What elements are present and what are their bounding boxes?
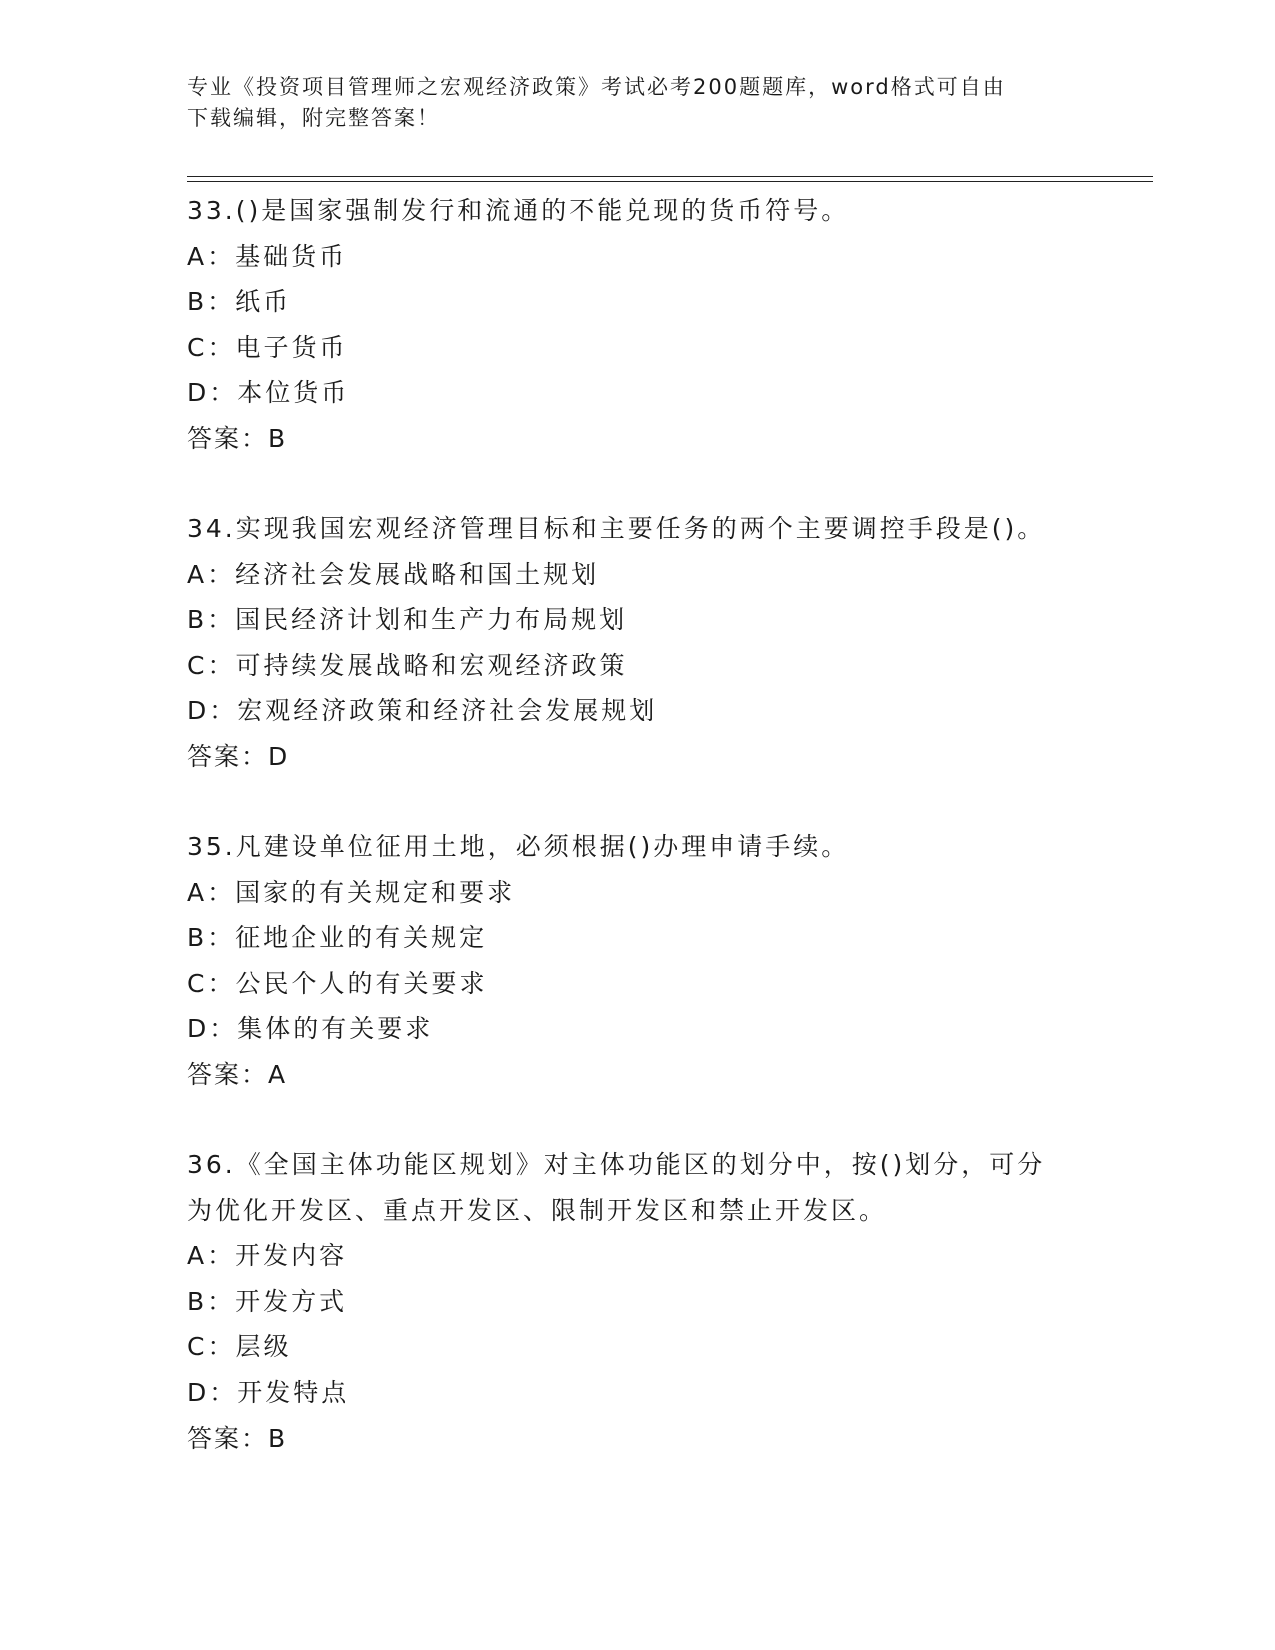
option-c: C：电子货币 (187, 332, 348, 362)
option-d: D：宏观经济政策和经济社会发展规划 (187, 696, 658, 726)
option-b: B：国民经济计划和生产力布局规划 (187, 605, 628, 635)
option-c: C：公民个人的有关要求 (187, 968, 488, 998)
option-b: B：开发方式 (187, 1286, 348, 1316)
header-divider-bottom (187, 181, 1153, 182)
document-header (187, 72, 1087, 134)
option-a: A：国家的有关规定和要求 (187, 877, 516, 907)
question-stem: 36.《全国主体功能区规划》对主体功能区的划分中，按()划分，可分为优化开发区、重点开发区、限制开发区和禁止开发区。 (187, 1150, 1046, 1225)
question-35 (187, 824, 1087, 1098)
answer: 答案：A (187, 1059, 288, 1089)
answer: 答案：B (187, 1423, 288, 1453)
question-36 (187, 1142, 1087, 1461)
option-c: C：可持续发展战略和宏观经济政策 (187, 650, 628, 680)
answer: 答案：D (187, 741, 290, 771)
option-d: D：开发特点 (187, 1377, 350, 1407)
question-stem: 35.凡建设单位征用土地，必须根据()办理申请手续。 (187, 832, 850, 861)
question-34 (187, 506, 1087, 780)
option-b: B：纸币 (187, 287, 292, 317)
header-line-2: 下载编辑，附完整答案！ (187, 106, 440, 130)
option-b: B：征地企业的有关规定 (187, 923, 488, 953)
header-line-1: 专业《投资项目管理师之宏观经济政策》考试必考200题题库，word格式可自由 (187, 75, 1006, 99)
question-stem: 33.()是国家强制发行和流通的不能兑现的货币符号。 (187, 196, 850, 225)
option-a: A：经济社会发展战略和国土规划 (187, 559, 600, 589)
option-a: A：基础货币 (187, 241, 348, 271)
question-33 (187, 188, 1087, 462)
option-d: D：集体的有关要求 (187, 1014, 434, 1044)
header-divider-top (187, 176, 1153, 177)
option-a: A：开发内容 (187, 1241, 348, 1271)
question-stem: 34.实现我国宏观经济管理目标和主要任务的两个主要调控手段是()。 (187, 514, 1046, 543)
option-c: C：层级 (187, 1332, 292, 1362)
answer: 答案：B (187, 423, 288, 453)
option-d: D：本位货币 (187, 378, 350, 408)
